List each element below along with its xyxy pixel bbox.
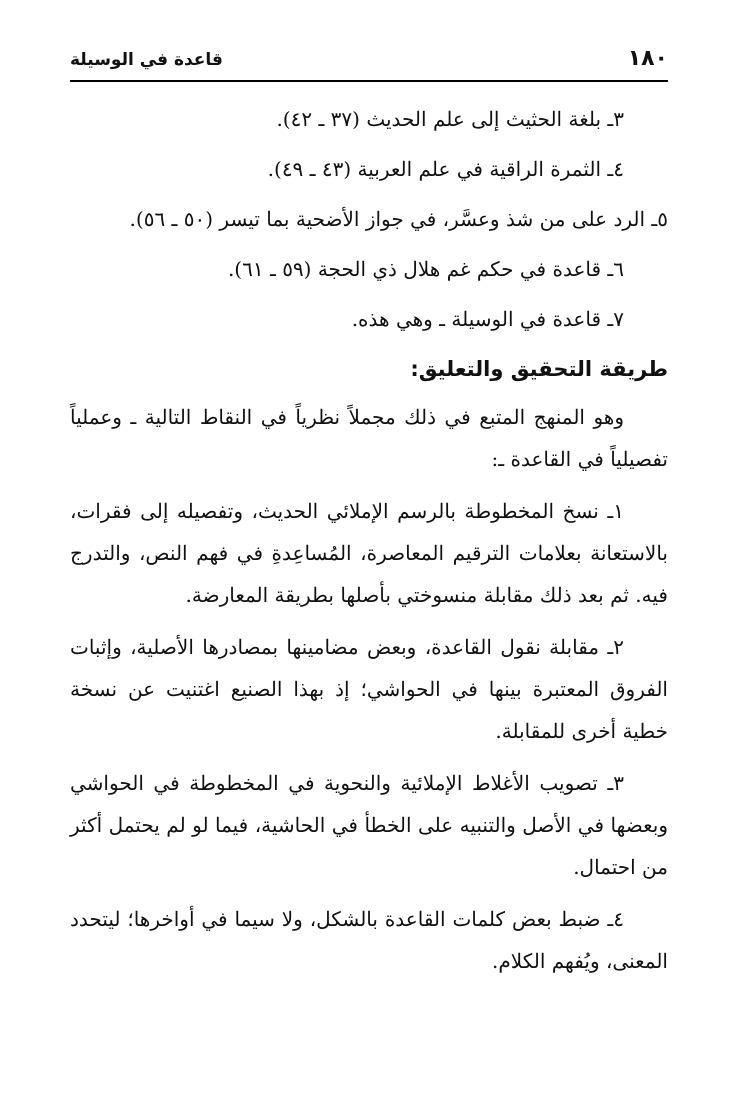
work-list-item-7: ٧ـ قاعدة في الوسيلة ـ وهي هذه. [351, 307, 624, 331]
section-heading: طريقة التحقيق والتعليق: [410, 357, 668, 381]
section-intro: وهو المنهج المتبع في ذلك مجملاً نظرياً في النقاط التالية ـ وعملياً تفصيلياً في القاعدة ـ: [70, 405, 668, 471]
method-point-4: ٤ـ ضبط بعض كلمات القاعدة بالشكل، ولا سيما في أواخرها؛ ليتحدد المعنى، ويُفهم الكلام. [70, 907, 668, 973]
header-rule [70, 80, 668, 82]
page-body [70, 98, 668, 992]
running-title: قاعدة في الوسيلة [70, 50, 223, 70]
method-point-3: ٣ـ تصويب الأغلاط الإملائية والنحوية في المخطوطة في الحواشي وبعضها في الأصل والتنبيه على الخطأ في الحاشية، فيما لو لم يحتمل أكثر من احتمال. [70, 771, 668, 879]
method-point-2: ٢ـ مقابلة نقول القاعدة، وبعض مضامينها بمصادرها الأصلية، وإثبات الفروق المعتبرة بينها في الحواشي؛ إذ بهذا الصنيع اغتنيت عن نسخة خطية أخرى للمقابلة. [70, 635, 668, 743]
work-list-item-6: ٦ـ قاعدة في حكم غم هلال ذي الحجة (٥٩ ـ ٦١). [227, 257, 624, 281]
work-list-item-4: ٤ـ الثمرة الراقية في علم العربية (٤٣ ـ ٤٩). [267, 157, 624, 181]
method-point-1: ١ـ نسخ المخطوطة بالرسم الإملائي الحديث، وتفصيله إلى فقرات، بالاستعانة بعلامات الترقيم المعاصرة، المُساعِدةِ في فهم النص، والتدرج فيه. ثم بعد ذلك مقابلة منسوختي بأصلها بطريقة المعارضة. [70, 499, 668, 607]
page-header [70, 44, 668, 78]
page-number: ١٨٠ [627, 46, 668, 71]
work-list-item-5: ٥ـ الرد على من شذ وعسَّر، في جواز الأضحية بما تيسر (٥٠ ـ ٥٦). [129, 207, 668, 231]
work-list-item-3: ٣ـ بلغة الحثيث إلى علم الحديث (٣٧ ـ ٤٢). [276, 107, 624, 131]
